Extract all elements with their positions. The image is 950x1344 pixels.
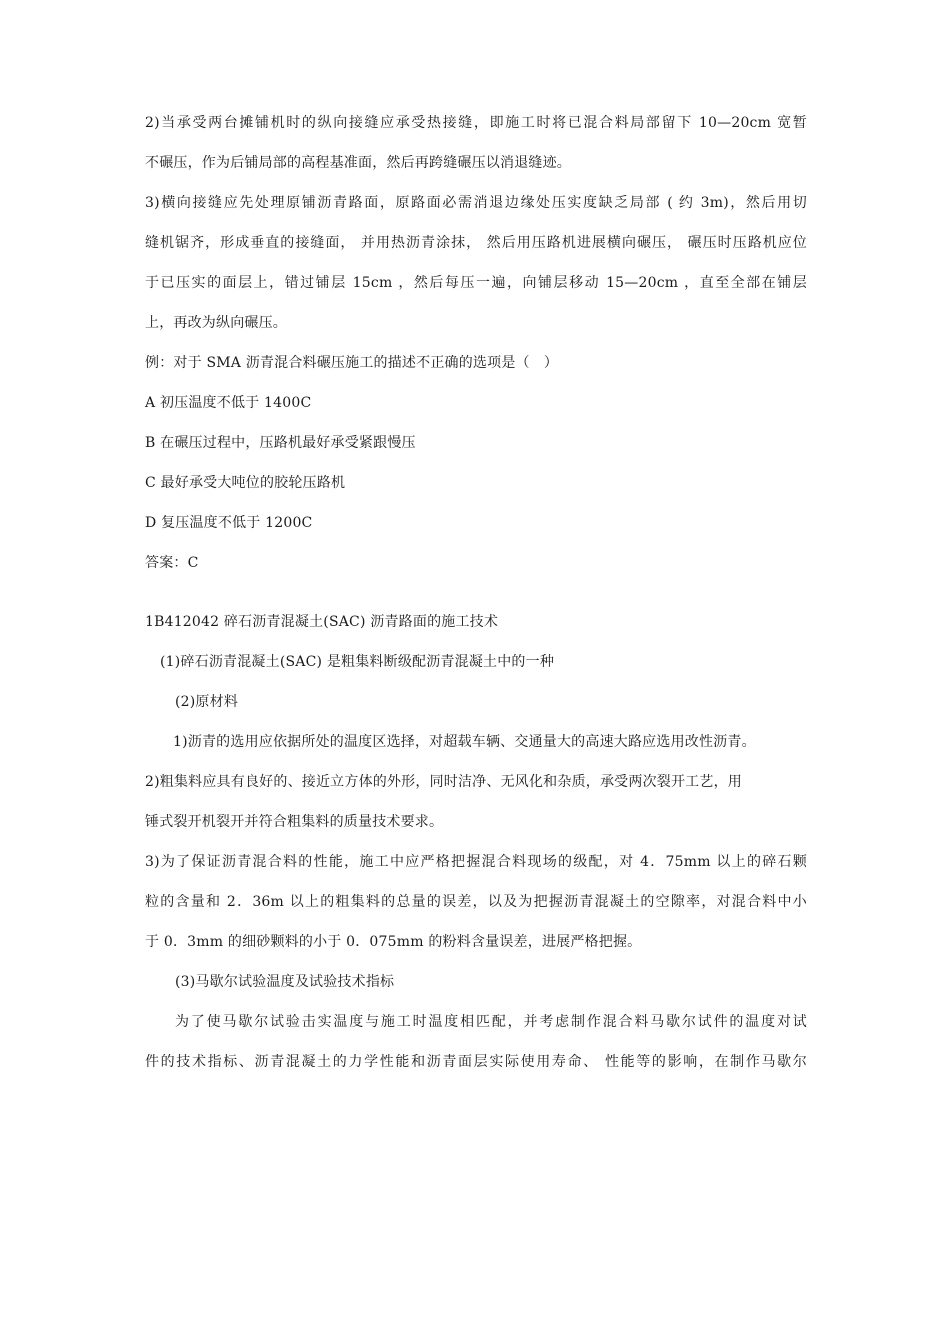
paragraph-line: 于已压实的面层上，错过铺层 15cm ，然后每压一遍，向铺层移动 15—20cm ，直至全部在铺层: [145, 275, 807, 291]
option-b: B 在碾压过程中，压路机最好承受紧跟慢压: [145, 435, 416, 451]
option-a: A 初压温度不低于 1400C: [145, 395, 312, 411]
paragraph-line: 锤式裂开机裂开并符合粗集料的质量技术要求。: [145, 814, 444, 830]
paragraph-line: 3)横向接缝应先处理原铺沥青路面，原路面必需消退边缘处压实度缺乏局部 ( 约 3m)，然后用切: [145, 195, 807, 211]
paragraph-line: 3)为了保证沥青混合料的性能，施工中应严格把握混合料现场的级配，对 4．75mm 以上的碎石颗: [145, 854, 807, 870]
answer: 答案：C: [145, 555, 199, 571]
paragraph-line: 1)沥青的选用应依据所处的温度区选择，对超载车辆、交通量大的高速大路应选用改性沥青。: [173, 734, 756, 750]
subheading: (3)马歇尔试验温度及试验技术指标: [175, 974, 395, 990]
option-d: D 复压温度不低于 1200C: [145, 515, 313, 531]
section-heading: 1B412042 碎石沥青混凝土(SAC) 沥青路面的施工技术: [145, 614, 499, 630]
paragraph-line: 2)当承受两台摊铺机时的纵向接缝应承受热接缝，即施工时将已混合料局部留下 10—20cm 宽暂: [145, 115, 807, 131]
subheading: (2)原材料: [175, 694, 239, 710]
paragraph-line: 上，再改为纵向碾压。: [145, 315, 287, 331]
paragraph-line: 为了使马歇尔试验击实温度与施工时温度相匹配，并考虑制作混合料马歇尔试件的温度对试: [175, 1014, 807, 1030]
paragraph-line: 不碾压，作为后铺局部的高程基准面，然后再跨缝碾压以消退缝迹。: [145, 155, 571, 171]
question-stem: 例：对于 SMA 沥青混合料碾压施工的描述不正确的选项是（ ）: [145, 355, 559, 371]
paragraph-line: (1)碎石沥青混凝土(SAC) 是粗集料断级配沥青混凝土中的一种: [160, 654, 555, 670]
paragraph-line: 件的技术指标、沥青混凝土的力学性能和沥青面层实际使用寿命、 性能等的影响，在制作马歇尔: [145, 1054, 807, 1070]
paragraph-line: 于 0．3mm 的细砂颗料的小于 0．075mm 的粉料含量误差，进展严格把握。: [145, 934, 642, 950]
paragraph-line: 2)粗集料应具有良好的、接近立方体的外形，同时洁净、无风化和杂质，承受两次裂开工艺，用: [145, 774, 742, 790]
option-c: C 最好承受大吨位的胶轮压路机: [145, 475, 346, 491]
paragraph-line: 粒的含量和 2．36m 以上的粗集料的总量的误差，以及为把握沥青混凝土的空隙率，对混合料中小: [145, 894, 807, 910]
paragraph-line: 缝机锯齐，形成垂直的接缝面， 并用热沥青涂抹， 然后用压路机进展横向碾压， 碾压时压路机应位: [145, 235, 807, 251]
